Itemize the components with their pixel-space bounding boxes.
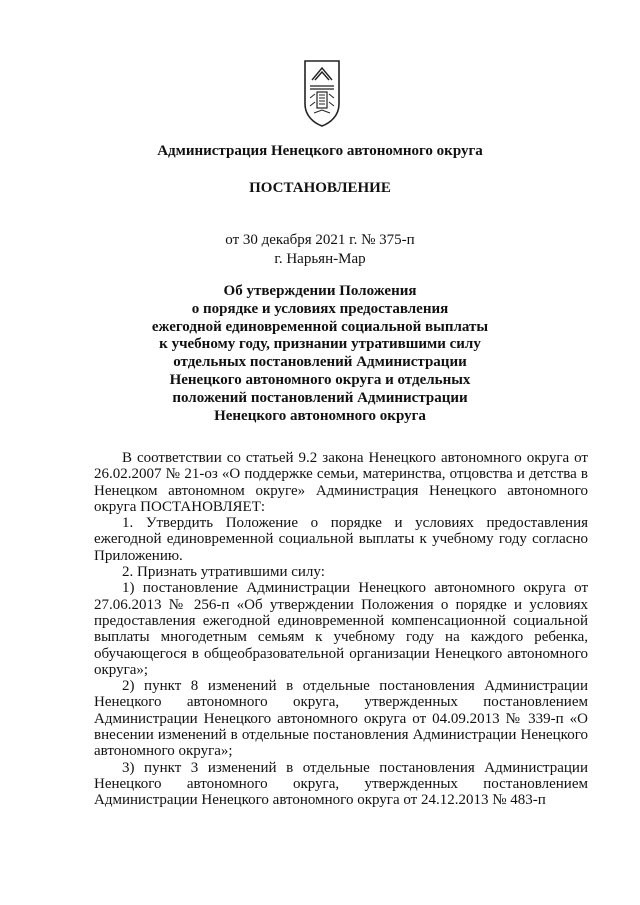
document-city: г. Нарьян-Мар <box>274 251 366 267</box>
title-line: Ненецкого автономного округа <box>214 407 426 424</box>
title-line: к учебному году, признании утратившими силу <box>159 336 481 353</box>
document-title <box>0 283 640 425</box>
body-paragraph: 2. Признать утратившими силу: <box>122 564 325 581</box>
title-line: положений постановлений Администрации <box>172 389 468 406</box>
title-line: ежегодной единовременной социальной выплаты <box>151 318 489 335</box>
body-paragraph: 1. Утвердить Положение о порядке и условиях предоставления ежегодной единовременной социальной выплаты к учебному году согласно Приложению. <box>94 515 588 564</box>
document-type: ПОСТАНОВЛЕНИЕ <box>249 180 391 196</box>
coat-of-arms-icon <box>302 58 342 128</box>
body-paragraph: 1) постановление Администрации Ненецкого автономного округа от 27.06.2013 № 256-п «Об утверждении Положения о порядке и условиях предоставления ежегодной единовременной компенсационной социальной выплаты многодетным семьям к учебному году на каждого ребенка, обучающегося в общеобразовательной организации Ненецкого автономного округа»; <box>94 580 588 678</box>
title-line: отдельных постановлений Администрации <box>173 354 467 371</box>
organization-name: Администрация Ненецкого автономного округа <box>157 143 483 159</box>
body-paragraph: В соответствии со статьей 9.2 закона Ненецкого автономного округа от 26.02.2007 № 21-оз «О поддержке семьи, материнства, отцовства и детства в Ненецком автономном округе» Администрация Ненецкого автономного округа ПОСТАНОВЛЯЕТ: <box>94 450 588 515</box>
title-line: о порядке и условиях предоставления <box>191 300 449 317</box>
title-line: Ненецкого автономного округа и отдельных <box>169 371 471 388</box>
document-date-number: от 30 декабря 2021 г. № 375-п <box>225 232 415 248</box>
document-body <box>94 450 588 809</box>
body-paragraph: 3) пункт 3 изменений в отдельные постановления Администрации Ненецкого автономного округа, утвержденных постановлением Администрации Ненецкого автономного округа от 24.12.2013 № 483-п <box>94 759 588 809</box>
body-paragraph: 2) пункт 8 изменений в отдельные постановления Администрации Ненецкого автономного округа, утвержденных постановлением Администрации Ненецкого автономного округа от 04.09.2013 № 339-п «О внесении изменений в отдельные постановления Администрации Ненецкого автономного округа»; <box>94 678 588 760</box>
title-line: Об утверждении Положения <box>223 283 417 299</box>
